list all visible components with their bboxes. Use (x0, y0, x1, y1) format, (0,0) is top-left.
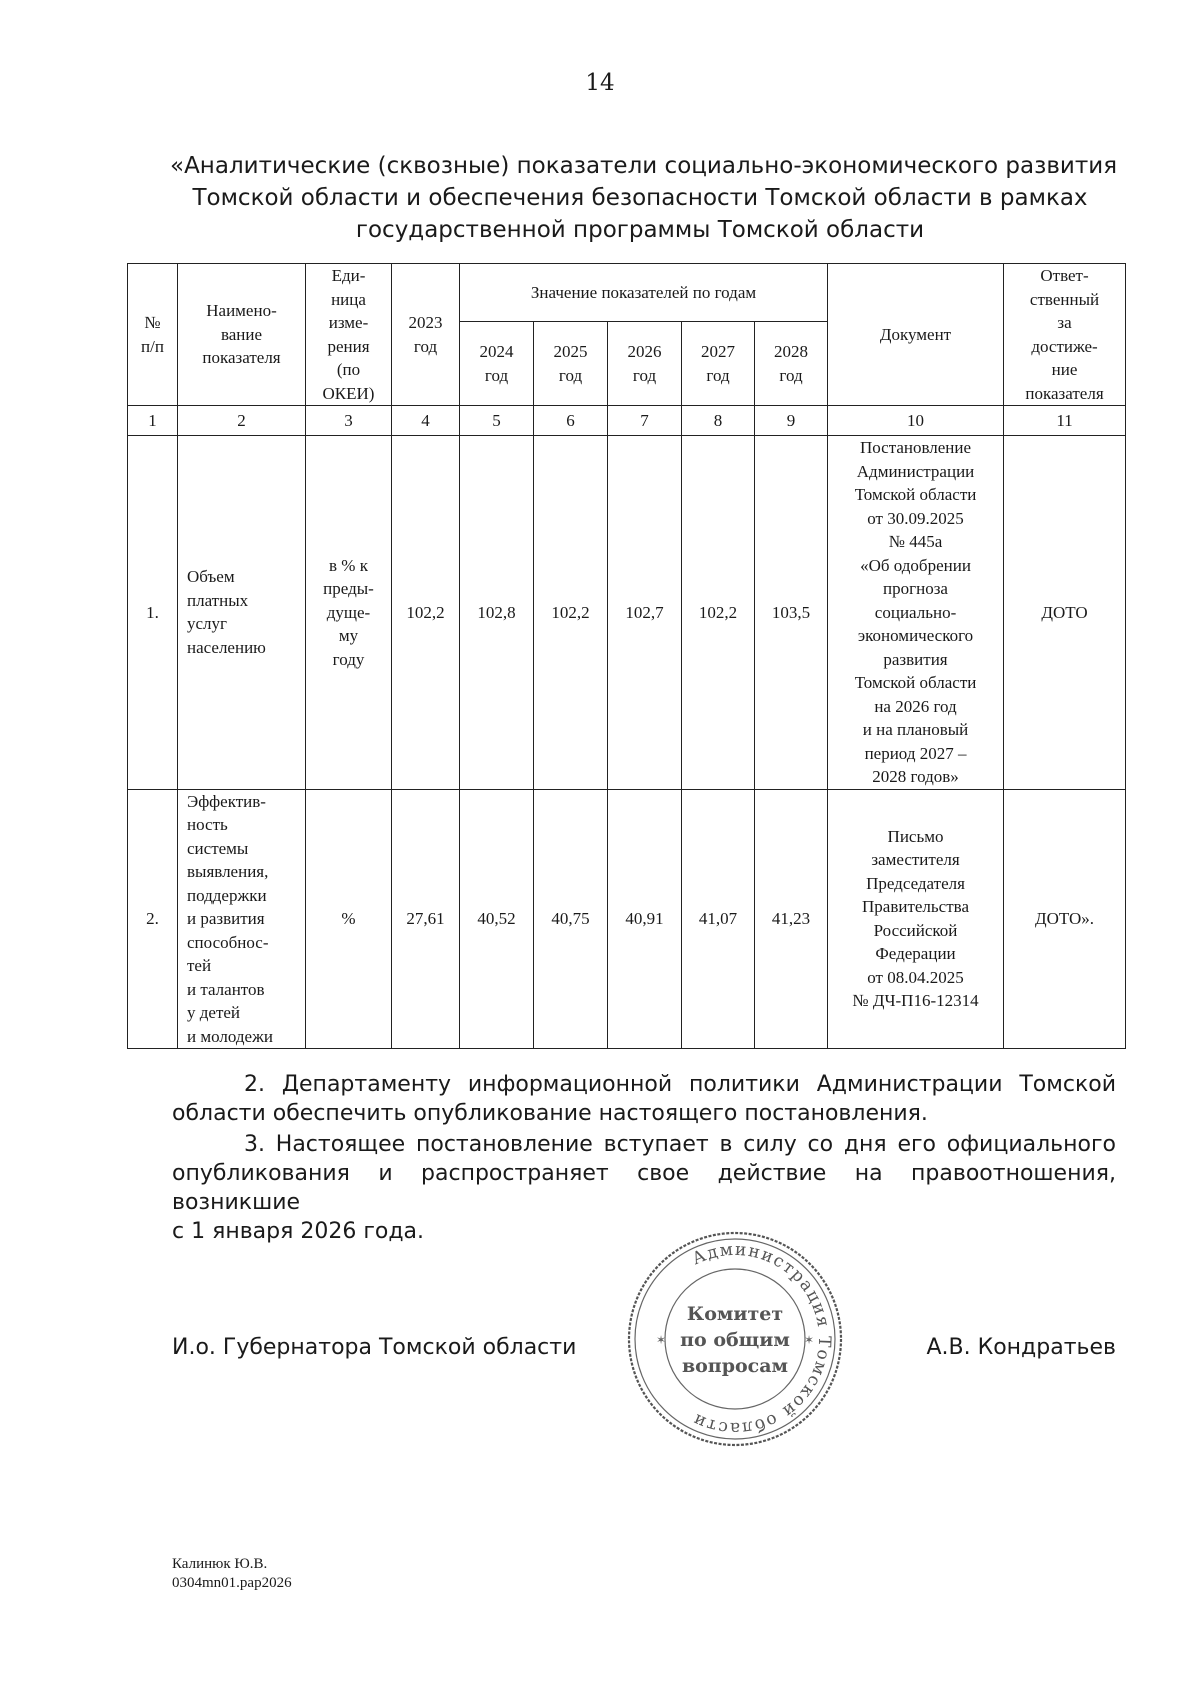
stamp-star-icon: ✶ (804, 1333, 815, 1347)
column-number: 10 (828, 406, 1004, 436)
column-number: 1 (128, 406, 178, 436)
column-number: 8 (682, 406, 755, 436)
table-row (128, 436, 1126, 790)
header-row (128, 264, 1126, 322)
indicator-name: Эффектив- ность системы выявления, поддержки и развития способнос- тей и талантов у детей и молодежи (178, 789, 306, 1049)
footer-file-code: 0304mn01.pap2026 (172, 1575, 292, 1591)
year-value: 41,07 (682, 789, 755, 1049)
stamp-star-icon: ✶ (656, 1333, 667, 1347)
year-value: 102,7 (608, 436, 682, 790)
responsible-body: ДОТО (1004, 436, 1126, 790)
document-reference: Письмо заместителя Председателя Правительства Российской Федерации от 08.04.2025 № ДЧ-П16-12314 (828, 789, 1004, 1049)
year-value: 40,91 (608, 789, 682, 1049)
column-number: 4 (392, 406, 460, 436)
column-number-row (128, 406, 1126, 436)
paragraph-line: с 1 января 2026 года. (172, 1219, 425, 1244)
page-number: 14 (585, 70, 615, 96)
header-year: 2024 год (460, 322, 534, 406)
paragraph-line: 2. Департаменту информационной политики Администрации Томской (244, 1072, 1116, 1097)
base-year-value: 102,2 (392, 436, 460, 790)
stamp-center-line: вопросам (681, 1355, 789, 1377)
footer (172, 1555, 292, 1593)
title-line: государственной программы Томской области (355, 217, 925, 243)
indicator-unit: % (306, 789, 392, 1049)
year-value: 103,5 (755, 436, 828, 790)
stamp-ring-text: Администрация Томской области (689, 1239, 835, 1439)
header-num: № п/п (128, 264, 178, 406)
signatory-name: А.В. Кондратьев (926, 1335, 1116, 1360)
table-row (128, 789, 1126, 1049)
header-year-group: Значение показателей по годам (460, 264, 828, 322)
official-stamp (624, 1228, 846, 1450)
column-number: 7 (608, 406, 682, 436)
column-number: 6 (534, 406, 608, 436)
year-value: 102,8 (460, 436, 534, 790)
base-year-value: 27,61 (392, 789, 460, 1049)
year-value: 41,23 (755, 789, 828, 1049)
footer-author: Калинюк Ю.В. (172, 1556, 268, 1572)
header-year: 2025 год (534, 322, 608, 406)
stamp-center-line: по общим (680, 1329, 790, 1351)
stamp-center-line: Комитет (686, 1303, 784, 1325)
column-number: 3 (306, 406, 392, 436)
title-line: «Аналитические (сквозные) показатели социально-экономического развития (170, 153, 1118, 179)
paragraph-2 (172, 1070, 1116, 1128)
document-reference: Постановление Администрации Томской области от 30.09.2025 № 445а «Об одобрении прогноза социально- экономического развития Томской области на 2026 год и на плановый период 2027 – 2028 годов» (828, 436, 1004, 790)
signatory-position: И.о. Губернатора Томской области (172, 1335, 577, 1360)
responsible-body: ДОТО». (1004, 789, 1126, 1049)
header-unit: Еди- ница изме- рения (по ОКЕИ) (306, 264, 392, 406)
column-number: 2 (178, 406, 306, 436)
indicators-table (127, 263, 1126, 1049)
row-number: 1. (128, 436, 178, 790)
header-responsible: Ответ- ственный за достиже- ние показателя (1004, 264, 1126, 406)
header-base-year: 2023 год (392, 264, 460, 406)
header-document: Документ (828, 264, 1004, 406)
title-line: Томской области и обеспечения безопасности Томской области в рамках (192, 185, 1088, 211)
column-number: 11 (1004, 406, 1126, 436)
header-name: Наимено- вание показателя (178, 264, 306, 406)
indicator-name: Объем платных услуг населению (178, 436, 306, 790)
paragraph-line: опубликования и распространяет свое действие на правоотношения, возникшие (172, 1161, 1116, 1215)
indicator-unit: в % к преды- дуще- му году (306, 436, 392, 790)
year-value: 102,2 (682, 436, 755, 790)
header-year: 2028 год (755, 322, 828, 406)
column-number: 5 (460, 406, 534, 436)
year-value: 102,2 (534, 436, 608, 790)
paragraph-line: области обеспечить опубликование настоящего постановления. (172, 1101, 928, 1126)
row-number: 2. (128, 789, 178, 1049)
header-year: 2027 год (682, 322, 755, 406)
header-year: 2026 год (608, 322, 682, 406)
column-number: 9 (755, 406, 828, 436)
document-title (170, 150, 1118, 246)
year-value: 40,52 (460, 789, 534, 1049)
paragraph-line: 3. Настоящее постановление вступает в силу со дня его официального (244, 1132, 1116, 1157)
year-value: 40,75 (534, 789, 608, 1049)
